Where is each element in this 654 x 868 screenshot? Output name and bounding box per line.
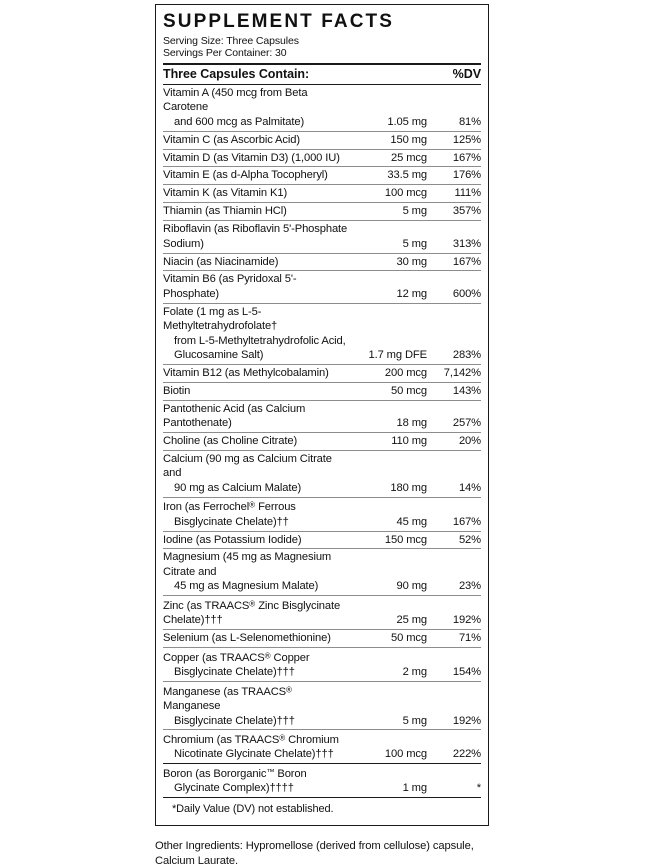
column-header-name: Three Capsules Contain: — [163, 66, 310, 81]
table-header-row — [163, 65, 481, 84]
table-row — [163, 271, 481, 302]
table-row — [163, 433, 481, 450]
nutrient-name-continuation: from L-5-Methyltetrahydrofolic Acid, — [174, 334, 346, 347]
table-row — [163, 203, 481, 220]
nutrient-name: Pantothenic Acid (as Calcium Pantothenate) — [163, 402, 306, 430]
page-title: SUPPLEMENT FACTS — [163, 11, 395, 32]
nutrient-name-continuation: 45 mg as Magnesium Malate) — [174, 580, 319, 593]
nutrient-amount: 5 mg — [402, 205, 427, 218]
nutrient-amount: 30 mg — [396, 255, 427, 268]
nutrient-name: Niacin (as Niacinamide) — [163, 255, 279, 268]
nutrient-amount: 33.5 mg — [387, 169, 427, 182]
nutrient-daily-value: 14% — [458, 481, 481, 494]
nutrient-daily-value: 154% — [452, 666, 481, 679]
nutrient-name: Iron (as Ferrochel® Ferrous Bisglycinate Chelate)†† — [163, 499, 353, 529]
table-row — [163, 682, 481, 729]
nutrient-name: Riboflavin (as Riboflavin 5'-Phosphate Sodium) — [163, 223, 348, 250]
nutrient-name: Boron (as Bororganic™ Boron Glycinate Complex)†††† — [163, 765, 353, 795]
nutrient-name: Vitamin C (as Ascorbic Acid) — [163, 133, 300, 146]
nutrient-name: Biotin — [163, 384, 191, 397]
table-row — [163, 730, 481, 763]
nutrient-name-continuation: Nicotinate Glycinate Chelate)††† — [174, 748, 334, 761]
nutrient-name: Vitamin B6 (as Pyridoxal 5'-Phosphate) — [163, 273, 297, 300]
nutrient-amount: 12 mg — [396, 287, 427, 300]
table-row — [163, 365, 481, 382]
nutrient-amount: 5 mg — [402, 714, 427, 727]
nutrient-daily-value: * — [476, 782, 481, 795]
nutrient-amount: 45 mg — [396, 515, 427, 528]
boron-row-wrapper — [163, 764, 481, 797]
servings-per-container-text: Servings Per Container: 30 — [163, 47, 287, 60]
supplement-facts-label — [155, 4, 489, 868]
nutrient-daily-value: 71% — [458, 632, 481, 645]
nutrient-amount: 180 mg — [390, 481, 427, 494]
nutrient-amount: 2 mg — [402, 666, 427, 679]
nutrient-daily-value: 167% — [452, 255, 481, 268]
nutrient-daily-value: 313% — [452, 237, 481, 250]
nutrient-amount: 50 mcg — [391, 632, 427, 645]
table-row — [163, 451, 481, 497]
nutrient-name: Zinc (as TRAACS® Zinc Bisglycinate Chelate)††† — [163, 599, 341, 627]
nutrient-amount: 25 mcg — [391, 151, 427, 164]
table-row — [163, 630, 481, 647]
nutrient-daily-value: 7,142% — [443, 366, 481, 379]
nutrient-name: Iodine (as Potassium Iodide) — [163, 533, 302, 546]
nutrient-amount: 100 mcg — [384, 187, 427, 200]
nutrient-name-continuation: Bisglycinate Chelate)††† — [174, 666, 295, 679]
table-row — [163, 304, 481, 364]
nutrient-name: Thiamin (as Thiamin HCl) — [163, 205, 287, 218]
nutrient-name: Manganese (as TRAACS® Manganese Bisglycinate Chelate)††† — [163, 683, 353, 728]
nutrient-rows — [163, 85, 481, 763]
nutrient-name-continuation: Glucosamine Salt) — [174, 348, 264, 361]
nutrient-daily-value: 167% — [452, 151, 481, 164]
nutrient-daily-value: 176% — [452, 169, 481, 182]
serving-size-text: Serving Size: Three Capsules — [163, 34, 299, 47]
nutrient-daily-value: 600% — [452, 287, 481, 300]
table-row — [163, 596, 481, 629]
table-row — [163, 648, 481, 681]
nutrient-name: Copper (as TRAACS® Copper Bisglycinate Chelate)††† — [163, 649, 353, 679]
nutrient-daily-value: 167% — [452, 515, 481, 528]
table-row — [163, 185, 481, 202]
table-row — [163, 401, 481, 432]
nutrient-name-continuation: Glycinate Complex)†††† — [174, 782, 294, 795]
nutrient-daily-value: 222% — [452, 748, 481, 761]
nutrient-name-continuation: 90 mg as Calcium Malate) — [174, 481, 302, 494]
table-row — [163, 498, 481, 531]
table-row — [163, 167, 481, 184]
nutrient-daily-value: 357% — [452, 205, 481, 218]
nutrient-daily-value: 81% — [458, 115, 481, 128]
nutrient-daily-value: 283% — [452, 348, 481, 361]
nutrient-name: Vitamin K (as Vitamin K1) — [163, 187, 288, 200]
table-row — [163, 150, 481, 167]
table-row — [163, 221, 481, 252]
column-header-dv: %DV — [452, 66, 481, 81]
nutrient-name-continuation: and 600 mcg as Palmitate) — [174, 115, 305, 128]
nutrient-daily-value: 257% — [452, 417, 481, 430]
nutrient-amount: 50 mcg — [391, 384, 427, 397]
nutrient-daily-value: 111% — [454, 187, 481, 200]
nutrient-name: Vitamin E (as d-Alpha Tocopheryl) — [163, 169, 328, 182]
nutrient-name-continuation: Bisglycinate Chelate)†† — [174, 515, 289, 528]
table-row — [163, 549, 481, 595]
nutrient-amount: 25 mg — [396, 614, 427, 627]
table-row — [163, 383, 481, 400]
nutrient-amount: 150 mg — [390, 133, 427, 146]
nutrient-amount: 18 mg — [396, 417, 427, 430]
nutrient-name: Vitamin D (as Vitamin D3) (1,000 IU) — [163, 151, 340, 164]
nutrient-daily-value: 192% — [452, 614, 481, 627]
nutrient-daily-value: 192% — [452, 714, 481, 727]
nutrient-amount: 1.05 mg — [387, 115, 427, 128]
nutrient-name: Folate (1 mg as L-5-Methyltetrahydrofolate† from L-5-Methyltetrahydrofolic Acid, Glucosamine Salt) — [163, 305, 353, 363]
nutrient-name: Selenium (as L-Selenomethionine) — [163, 632, 331, 645]
nutrient-amount: 90 mg — [396, 580, 427, 593]
nutrient-amount: 100 mcg — [384, 748, 427, 761]
nutrient-amount: 1.7 mg DFE — [368, 348, 427, 361]
table-row-boron — [163, 764, 481, 797]
nutrient-name-continuation: Bisglycinate Chelate)††† — [174, 714, 295, 727]
nutrient-name: Magnesium (45 mg as Magnesium Citrate and 45 mg as Magnesium Malate) — [163, 550, 353, 593]
nutrient-amount: 5 mg — [402, 237, 427, 250]
nutrient-daily-value: 20% — [458, 434, 481, 447]
table-row — [163, 532, 481, 549]
nutrient-daily-value: 125% — [452, 133, 481, 146]
nutrient-amount: 150 mcg — [384, 533, 427, 546]
nutrient-name: Choline (as Choline Citrate) — [163, 434, 298, 447]
footnote-daily-value: *Daily Value (DV) not established. — [172, 803, 334, 816]
nutrient-daily-value: 23% — [458, 580, 481, 593]
supplement-facts-panel — [155, 4, 489, 826]
other-ingredients-text: Other Ingredients: Hypromellose (derived from cellulose) capsule, Calcium Laurate. — [155, 840, 474, 867]
nutrient-daily-value: 143% — [452, 384, 481, 397]
nutrient-daily-value: 52% — [458, 533, 481, 546]
table-row — [163, 254, 481, 271]
nutrient-amount: 1 mg — [402, 782, 427, 795]
nutrient-amount: 110 mg — [391, 434, 427, 447]
nutrient-name: Chromium (as TRAACS® Chromium Nicotinate Glycinate Chelate)††† — [163, 731, 353, 761]
nutrient-name: Vitamin A (450 mcg from Beta Carotene and 600 mcg as Palmitate) — [163, 86, 353, 129]
nutrient-name: Calcium (90 mg as Calcium Citrate and 90 mg as Calcium Malate) — [163, 452, 353, 495]
table-row — [163, 132, 481, 149]
nutrient-name: Vitamin B12 (as Methylcobalamin) — [163, 366, 329, 379]
table-row — [163, 85, 481, 131]
nutrient-amount: 200 mcg — [384, 366, 427, 379]
